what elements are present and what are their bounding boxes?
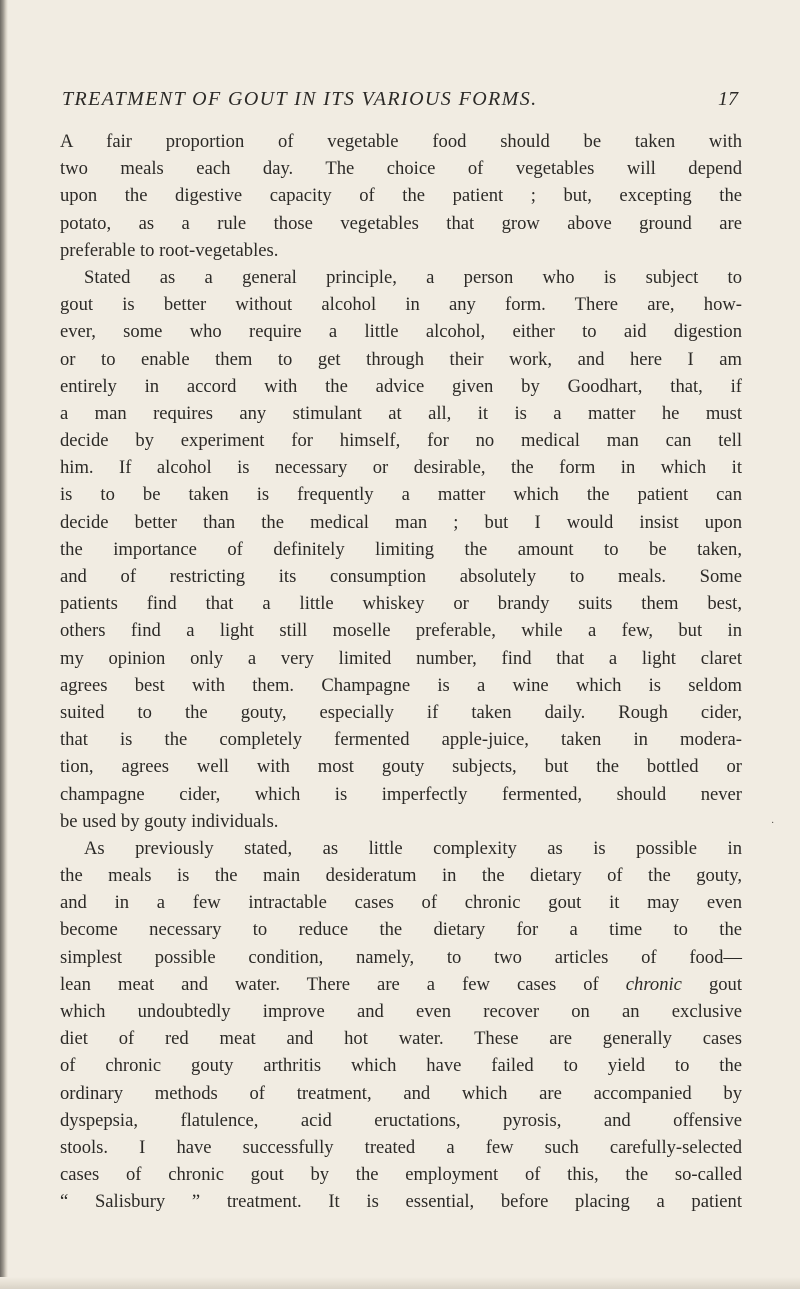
body-text: [60, 128, 742, 1216]
paragraph-start-line: Stated as a general principle, a person who is subject to: [84, 266, 742, 288]
text-line: stools. I have successfully treated a few such carefully-selected: [60, 1136, 742, 1158]
text-line: ever, some who require a little alcohol, either to aid digestion: [60, 321, 742, 343]
text-line: and of restricting its consumption absolutely to meals. Some: [60, 566, 742, 587]
text-line: decide better than the medical man ; but I would insist upon: [60, 511, 742, 533]
text-line: be used by gouty individuals.: [60, 810, 279, 832]
text-line: a man requires any stimulant at all, it is a matter he must: [60, 402, 742, 424]
text-line: is to be taken is frequently a matter which the patient can: [60, 484, 742, 506]
text-line: upon the digestive capacity of the patient ; but, excepting the: [60, 185, 742, 207]
text-line: the importance of definitely limiting the amount to be taken,: [60, 538, 742, 560]
page-bottom-edge: [0, 1277, 800, 1289]
text-line: champagne cider, which is imperfectly fermented, should never: [60, 783, 742, 805]
text-line: cases of chronic gout by the employment of this, the so-called: [60, 1164, 742, 1186]
text-line: gout is better without alcohol in any form. There are, how-: [60, 294, 742, 316]
running-title: TREATMENT OF GOUT IN ITS VARIOUS FORMS.: [62, 88, 538, 110]
text-segment: lean meat and water. There are a few cases of: [60, 973, 626, 995]
stray-ink-mark: ·: [771, 818, 775, 829]
page-binding-edge: [0, 0, 8, 1289]
text-line: others find a light still moselle preferable, while a few, but in: [60, 620, 742, 642]
italic-word: chronic: [625, 973, 682, 995]
text-line: decide by experiment for himself, for no medical man can tell: [60, 430, 742, 452]
text-segment: gout: [681, 973, 742, 995]
text-line: potato, as a rule those vegetables that grow above ground are: [60, 212, 742, 234]
text-line: entirely in accord with the advice given by Goodhart, that, if: [60, 375, 742, 397]
running-head: [62, 88, 742, 118]
text-line: of chronic gouty arthritis which have failed to yield to the: [60, 1055, 742, 1077]
text-line: two meals each day. The choice of vegetables will depend: [60, 158, 742, 180]
text-line: “ Salisbury ” treatment. It is essential, before placing a patient: [60, 1191, 742, 1213]
paragraph-start-line: As previously stated, as little complexity as is possible in: [84, 837, 742, 859]
text-line: suited to the gouty, especially if taken daily. Rough cider,: [60, 701, 742, 723]
text-line: A fair proportion of vegetable food should be taken with: [60, 131, 742, 152]
text-line: my opinion only a very limited number, find that a light claret: [60, 647, 742, 669]
text-line: become necessary to reduce the dietary for a time to the: [60, 919, 742, 941]
text-line: tion, agrees well with most gouty subjects, but the bottled or: [60, 756, 742, 778]
text-line: simplest possible condition, namely, to two articles of food—: [60, 946, 742, 968]
text-line: that is the completely fermented apple-juice, taken in modera-: [60, 729, 742, 751]
text-line: him. If alcohol is necessary or desirable, the form in which it: [60, 457, 742, 479]
text-line: the meals is the main desideratum in the dietary of the gouty,: [60, 865, 742, 887]
text-line: agrees best with them. Champagne is a wine which is seldom: [60, 674, 742, 696]
text-line: diet of red meat and hot water. These are generally cases: [60, 1028, 742, 1050]
text-line: ordinary methods of treatment, and which are accompanied by: [60, 1082, 742, 1104]
text-line: which undoubtedly improve and even recover on an exclusive: [60, 1001, 742, 1022]
text-line-with-italic: [60, 971, 742, 998]
text-line: patients find that a little whiskey or brandy suits them best,: [60, 593, 742, 615]
page-number: 17: [718, 88, 738, 110]
text-line: or to enable them to get through their work, and here I am: [60, 348, 742, 370]
text-line: preferable to root-vegetables.: [60, 239, 279, 261]
text-line: and in a few intractable cases of chronic gout it may even: [60, 892, 742, 914]
text-line: dyspepsia, flatulence, acid eructations, pyrosis, and offensive: [60, 1109, 742, 1131]
